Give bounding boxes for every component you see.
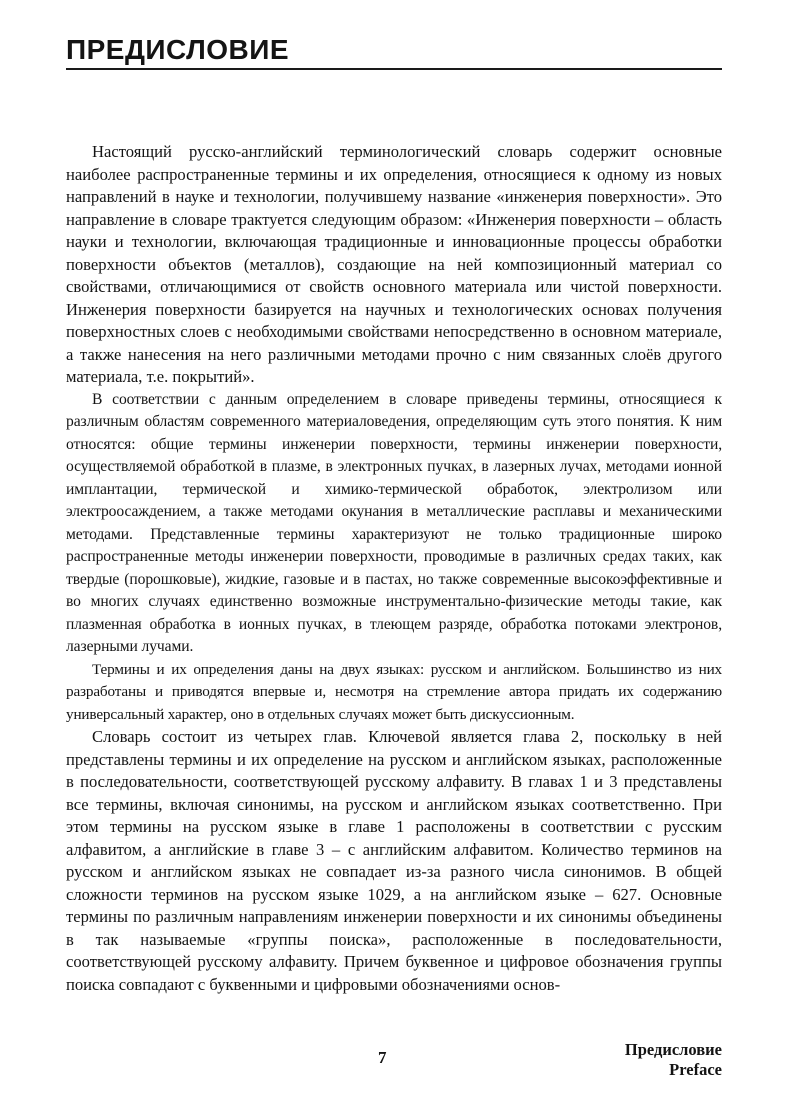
paragraph-2: В соответствии с данным определением в словаре приведены термины, относящиеся к различным областям современного материаловедения, определяющим суть этого понятия. К ним относятся: общие термины инженерии поверхности, термины инженерии поверхности, осуществляемой обработкой в плазме, в электронных пучках, в лазерных лучах, методами ионной имплантации, термической и химико-термической обработок, электролизом или электроосаждением, а также методами окунания в металлические расплавы и механическими методами. Представленные термины характеризуют не только традиционные широко распространенные методы инженерии поверхности, проводимые в различных средах таких, как твердые (порошковые), жидкие, газовые и в пастах, но также современные высокоэффективные и во многих случаях единственно возможные инструментально-физические методы такие, как плазменная обработка в ионных пучках, в тлеющем разряде, обработка потоками электронов, лазерными лучами. [66,390,722,655]
running-head-en: Preface [669,1060,722,1079]
paragraph-1: Настоящий русско-английский терминологический словарь содержит основные наиболее распространенные термины и их определения, относящиеся к одному из новых направлений в науке и технологии, получившему название «инженерия поверхности». Это направление в словаре трактуется следующим образом: «Инженерия поверхности – область науки и технологии, включающая традиционные и инновационные процессы обработки поверхности объектов (металлов), создающие на ней композиционный материал со свойствами, отличающимися от свойств основного материала или чистой поверхности. Инженерия поверхности базируется на научных и технологических основах получения поверхностных слоев с необходимыми свойствами непосредственно в основном материале, а также нанесения на него различными методами прочно с ним связанных слоёв другого материала, т.е. покрытий». [66,142,722,386]
running-head [625,1040,722,1080]
paragraph-3: Термины и их определения даны на двух языках: русском и английском. Большинство из них разработаны и приводятся впервые и, несмотря на стремление автора придать их содержанию универсальный характер, оно в отдельных случаях может быть дискуссионным. [66,660,722,723]
page-title: ПРЕДИСЛОВИЕ [66,34,290,65]
page-number: 7 [378,1048,387,1067]
running-head-ru: Предисловие [624,1040,722,1059]
paragraph-4: Словарь состоит из четырех глав. Ключевой является глава 2, поскольку в ней представлены термины и их определение на русском и английском языках, расположенные в последовательности, соответствующей русскому алфавиту. В главах 1 и 3 представлены все термины, включая синонимы, на русском и английском языках соответственно. При этом термины на русском языке в главе 1 расположены в соответствии с русским алфавитом, а английские в главе 3 – с английским алфавитом. Количество терминов на русском и английском языках не совпадает из-за разного числа синонимов. В общей сложности терминов на русском языке 1029, а на английском языке – 627. Основные термины по различным направлениям инженерии поверхности и их синонимы объединены в так называемые «группы поиска», расположенные в последовательности, соответствующей русскому алфавиту. Причем буквенное и цифровое обозначения группы поиска совпадают с буквенными и цифровыми обозначениями основ- [66,727,722,994]
title-underline [66,68,722,70]
body-text [66,141,722,996]
